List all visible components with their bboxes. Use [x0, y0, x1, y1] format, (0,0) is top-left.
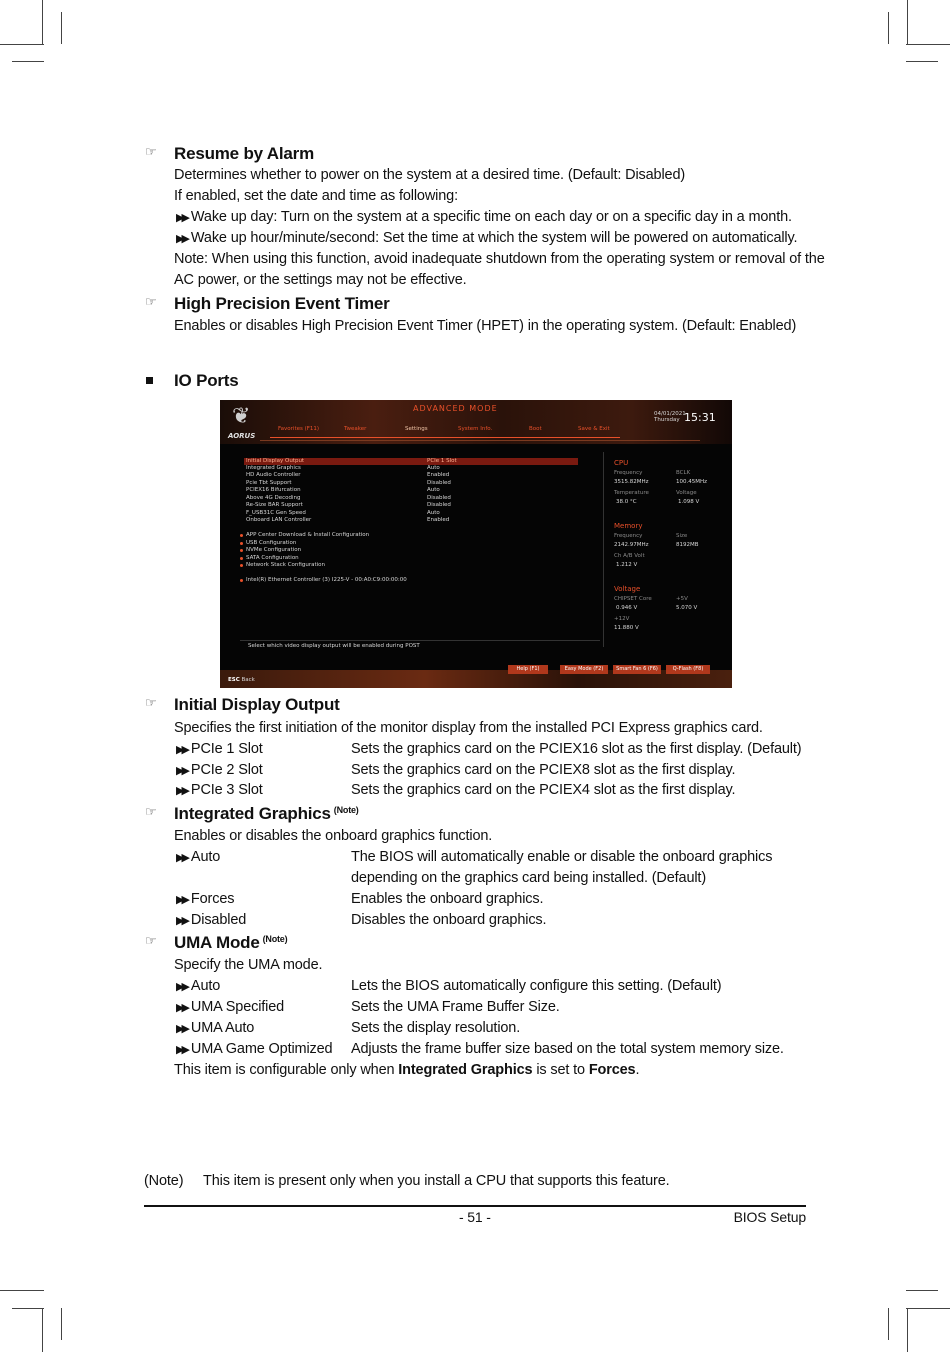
- footer-section: BIOS Setup: [733, 1209, 806, 1225]
- cpu-freq-label: Frequency: [614, 470, 643, 476]
- bios-tab-underline: [270, 437, 620, 438]
- bios-item-value[interactable]: Disabled: [427, 495, 451, 501]
- double-arrow-icon: ▶▶: [176, 981, 187, 993]
- crop-mark: [42, 0, 43, 44]
- mem-ch-label: Ch A/B Volt: [614, 553, 645, 559]
- bios-item-label[interactable]: Re-Size BAR Support: [246, 502, 303, 508]
- double-arrow-icon: ▶▶: [176, 785, 187, 797]
- option-desc: Sets the UMA Frame Buffer Size.: [351, 999, 560, 1015]
- resume-bullet-1: ▶▶ Wake up day: Turn on the system at a specific time on each day or on a specific day in a month.: [176, 209, 792, 225]
- resume-bullet-2: ▶▶ Wake up hour/minute/second: Set the time at which the system will be powered on automatically.: [176, 230, 798, 246]
- bios-item-label[interactable]: Pcie Tbt Support: [246, 480, 292, 486]
- bios-divider: [603, 452, 604, 647]
- pointing-hand-icon: ☞: [145, 695, 157, 710]
- section-title-uma-mode: UMA Mode $^{(Note)}$: [174, 933, 288, 952]
- double-arrow-icon: ▶▶: [176, 1002, 187, 1014]
- pointing-hand-icon: ☞: [145, 144, 157, 159]
- cpu-bclk-label: BCLK: [676, 470, 691, 476]
- bios-date: 04/01/2021: [654, 411, 686, 417]
- submenu-dot-icon: [240, 564, 243, 567]
- crop-mark: [907, 1308, 908, 1352]
- option-name: ▶▶ PCIe 2 Slot: [176, 762, 263, 778]
- mem-ch: 1.212 V: [616, 562, 638, 568]
- bios-item-label[interactable]: PCIEX16 Bifurcation: [246, 487, 301, 493]
- bios-tab-boot[interactable]: Boot: [529, 426, 542, 432]
- p5-volt: 5.070 V: [676, 605, 698, 611]
- cpu-volt: 1.098 V: [678, 499, 700, 505]
- bios-submenu[interactable]: Network Stack Configuration: [246, 562, 325, 568]
- submenu-dot-icon: [240, 557, 243, 560]
- cpu-volt-label: Voltage: [676, 490, 697, 496]
- section-title-integrated-graphics: Integrated Graphics $^{(Note)}$: [174, 804, 359, 823]
- submenu-dot-icon: [240, 579, 243, 582]
- crop-mark: [12, 1308, 44, 1309]
- bios-item-value[interactable]: Auto: [427, 510, 440, 516]
- double-arrow-icon: ▶▶: [176, 1023, 187, 1035]
- bios-submenu[interactable]: APP Center Download & Install Configuration: [246, 532, 370, 538]
- crop-mark: [12, 61, 44, 62]
- bios-ethernet-item[interactable]: Intel(R) Ethernet Controller (3) I225-V - 00:A0:C9:00:00:00: [246, 577, 407, 583]
- bios-item-value[interactable]: Disabled: [427, 502, 451, 508]
- p12-volt: 11.880 V: [614, 625, 639, 631]
- crop-mark: [888, 1308, 889, 1340]
- double-arrow-icon: ▶▶: [176, 1044, 187, 1056]
- bios-item-label[interactable]: F_USB31C Gen Speed: [246, 510, 306, 516]
- option-name: ▶▶ UMA Game Optimized: [176, 1041, 333, 1057]
- bios-item-value[interactable]: Enabled: [427, 472, 450, 478]
- note-superscript: (Note): [333, 805, 359, 815]
- option-name: ▶▶ UMA Specified: [176, 999, 285, 1015]
- resume-note-1: Note: When using this function, avoid inadequate shutdown from the operating system or removal of the: [174, 251, 825, 267]
- bios-easy-mode-button[interactable]: Easy Mode (F2): [560, 665, 608, 674]
- option-desc: Sets the graphics card on the PCIEX8 slot as the first display.: [351, 762, 736, 778]
- bios-qflash-button[interactable]: Q-Flash (F8): [666, 665, 710, 674]
- integrated-graphics-line: Enables or disables the onboard graphics function.: [174, 828, 493, 844]
- footnote-text: This item is present only when you install a CPU that supports this feature.: [203, 1173, 670, 1189]
- option-desc: Adjusts the frame buffer size based on the total system memory size.: [351, 1041, 784, 1057]
- double-arrow-icon: ▶▶: [176, 212, 187, 224]
- bios-submenu[interactable]: NVMe Configuration: [246, 547, 302, 553]
- bios-header-line: [260, 440, 700, 441]
- double-arrow-icon: ▶▶: [176, 233, 187, 245]
- bios-mode-title: ADVANCED MODE: [413, 404, 498, 413]
- bios-item-label[interactable]: Initial Display Output: [246, 458, 305, 464]
- chipset-volt: 0.946 V: [616, 605, 638, 611]
- footnote-label: (Note): [144, 1173, 184, 1189]
- pointing-hand-icon: ☞: [145, 294, 157, 309]
- submenu-dot-icon: [240, 534, 243, 537]
- option-name: ▶▶ Disabled: [176, 912, 247, 928]
- crop-mark: [42, 1308, 43, 1352]
- uma-mode-line: Specify the UMA mode.: [174, 957, 323, 973]
- footer-rule: [144, 1205, 806, 1207]
- esc-label: ESC: [228, 677, 240, 683]
- crop-mark: [907, 0, 908, 44]
- bios-tab-save-exit[interactable]: Save & Exit: [578, 426, 610, 432]
- bios-item-value[interactable]: Auto: [427, 487, 440, 493]
- option-desc: Lets the BIOS automatically configure this setting. (Default): [351, 978, 722, 994]
- section-title-hpet: High Precision Event Timer: [174, 294, 390, 313]
- pointing-hand-icon: ☞: [145, 804, 157, 819]
- bios-voltage-title: Voltage: [614, 585, 641, 593]
- uma-config-note: This item is configurable only when Integrated Graphics is set to Forces.: [174, 1062, 640, 1078]
- section-title-initial-display: Initial Display Output: [174, 695, 340, 714]
- bios-item-label[interactable]: Integrated Graphics: [246, 465, 301, 471]
- bios-help-divider: [240, 640, 600, 641]
- bios-item-label[interactable]: Onboard LAN Controller: [246, 517, 312, 523]
- option-desc: Sets the display resolution.: [351, 1020, 521, 1036]
- option-name: ▶▶ PCIe 1 Slot: [176, 741, 263, 757]
- option-name: ▶▶ Auto: [176, 978, 221, 994]
- bios-screenshot: [220, 400, 732, 688]
- p12-label: +12V: [614, 616, 630, 622]
- mem-freq-label: Frequency: [614, 533, 643, 539]
- option-desc: Sets the graphics card on the PCIEX16 slot as the first display. (Default): [351, 741, 802, 757]
- bios-memory-title: Memory: [614, 522, 643, 530]
- resume-note-2: AC power, or the settings may not be effective.: [174, 272, 467, 288]
- crop-mark: [906, 1290, 938, 1291]
- option-name: ▶▶ UMA Auto: [176, 1020, 255, 1036]
- bios-item-label[interactable]: Above 4G Decoding: [246, 495, 301, 501]
- option-desc: The BIOS will automatically enable or disable the onboard graphics: [351, 849, 773, 865]
- bios-item-value[interactable]: Enabled: [427, 517, 450, 523]
- bios-esc-key[interactable]: [228, 677, 255, 683]
- square-bullet-icon: [146, 377, 153, 384]
- option-desc: Sets the graphics card on the PCIEX4 slot as the first display.: [351, 782, 736, 798]
- double-arrow-icon: ▶▶: [176, 852, 187, 864]
- double-arrow-icon: ▶▶: [176, 744, 187, 756]
- option-desc: Disables the onboard graphics.: [351, 912, 547, 928]
- cpu-temp: 38.0 °C: [616, 499, 637, 505]
- note-superscript: (Note): [262, 934, 288, 944]
- crop-mark: [61, 1308, 62, 1340]
- bios-item-value[interactable]: Disabled: [427, 480, 451, 486]
- bios-smart-fan-button[interactable]: Smart Fan 6 (F6): [613, 665, 661, 674]
- bios-help-text: Select which video display output will be enabled during POST: [248, 643, 420, 649]
- option-desc-cont: depending on the graphics card being installed. (Default): [351, 870, 706, 886]
- resume-line-2: If enabled, set the date and time as following:: [174, 188, 458, 204]
- crop-mark: [906, 61, 938, 62]
- mem-size: 8192MB: [676, 542, 699, 548]
- crop-mark: [61, 12, 62, 44]
- bios-item-value[interactable]: Auto: [427, 465, 440, 471]
- bios-tab-tweaker[interactable]: Tweaker: [344, 426, 367, 432]
- option-name: ▶▶ PCIe 3 Slot: [176, 782, 263, 798]
- bios-help-button[interactable]: Help (F1): [508, 665, 548, 674]
- section-title-io-ports: IO Ports: [174, 371, 239, 390]
- submenu-dot-icon: [240, 542, 243, 545]
- crop-mark: [0, 1290, 44, 1291]
- double-arrow-icon: ▶▶: [176, 894, 187, 906]
- bios-submenu[interactable]: USB Configuration: [246, 540, 297, 546]
- back-label: Back: [241, 677, 255, 683]
- cpu-temp-label: Temperature: [614, 490, 649, 496]
- bios-item-value[interactable]: PCIe 1 Slot: [427, 458, 457, 464]
- option-name: ▶▶ Forces: [176, 891, 235, 907]
- double-arrow-icon: ▶▶: [176, 765, 187, 777]
- bios-cpu-title: CPU: [614, 459, 629, 467]
- double-arrow-icon: ▶▶: [176, 915, 187, 927]
- crop-mark: [906, 44, 950, 45]
- mem-size-label: Size: [676, 533, 688, 539]
- mem-freq: 2142.97MHz: [614, 542, 649, 548]
- bios-time: 15:31: [684, 411, 716, 424]
- crop-mark: [0, 44, 44, 45]
- pointing-hand-icon: ☞: [145, 933, 157, 948]
- cpu-freq: 3515.82MHz: [614, 479, 649, 485]
- aorus-logo: AORUS: [228, 432, 256, 440]
- section-title-resume: Resume by Alarm: [174, 144, 314, 163]
- page-number: - 51 -: [459, 1209, 491, 1225]
- bios-day: Thursday: [654, 417, 680, 423]
- bios-tab-favorites[interactable]: Favorites (F11): [278, 426, 320, 432]
- bios-tab-settings[interactable]: Settings: [405, 426, 428, 432]
- bios-submenu[interactable]: SATA Configuration: [246, 555, 299, 561]
- option-desc: Enables the onboard graphics.: [351, 891, 544, 907]
- option-name: ▶▶ Auto: [176, 849, 221, 865]
- aorus-eagle-icon: ❦: [232, 404, 251, 429]
- resume-line-1: Determines whether to power on the system at a desired time. (Default: Disabled): [174, 167, 686, 183]
- cpu-bclk: 100.45MHz: [676, 479, 708, 485]
- chipset-label: CHIPSET Core: [614, 596, 652, 602]
- initial-display-line: Specifies the first initiation of the monitor display from the installed PCI Express graphics card.: [174, 720, 763, 736]
- bios-item-label[interactable]: HD Audio Controller: [246, 472, 301, 478]
- bios-tab-system-info[interactable]: System Info.: [458, 426, 493, 432]
- crop-mark: [906, 1308, 950, 1309]
- submenu-dot-icon: [240, 549, 243, 552]
- hpet-line: Enables or disables High Precision Event Timer (HPET) in the operating system. (Default: Enabled): [174, 318, 797, 334]
- crop-mark: [888, 12, 889, 44]
- p5-label: +5V: [676, 596, 688, 602]
